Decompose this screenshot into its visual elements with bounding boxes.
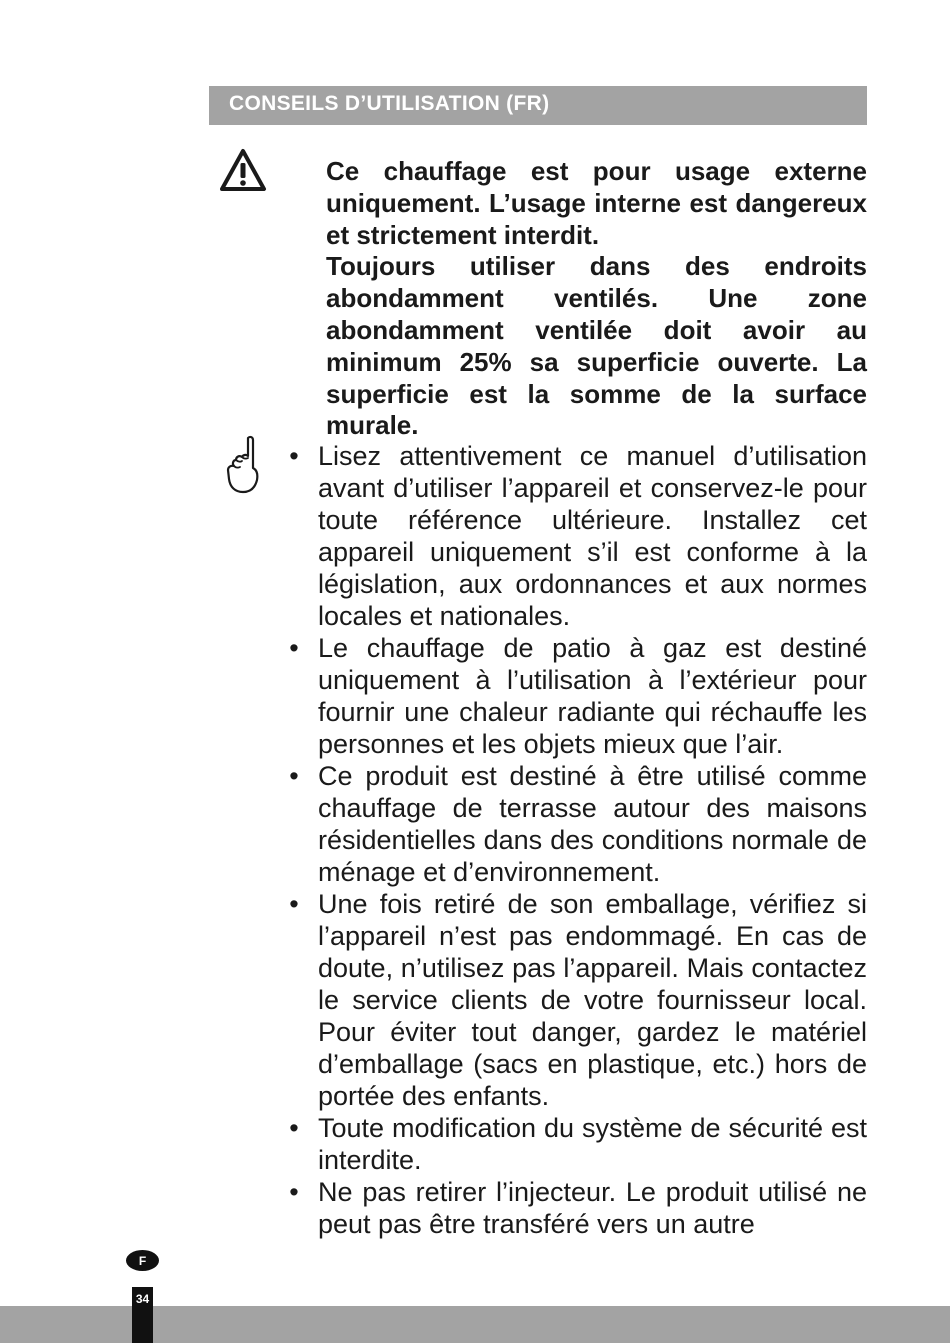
- bullet-point: •: [289, 761, 299, 791]
- list-item: [284, 888, 867, 1112]
- notes-list: [284, 440, 867, 1240]
- list-item-text: Une fois retiré de son emballage, vérifiez si l’appareil n’est pas endommagé. En cas de doute, n’utilisez pas l’appareil. Mais contactez le service clients de votre fournisseur local. Pour éviter tout danger, gardez le matériel d’emballage (sacs en plastique, etc.) hors de portée des enfants.: [318, 889, 867, 1111]
- bullet-point: •: [289, 1113, 299, 1143]
- list-item: [284, 440, 867, 632]
- pointing-hand-icon: [224, 434, 260, 496]
- section-title: CONSEILS D’UTILISATION (FR): [229, 92, 550, 115]
- bullet-point: •: [289, 633, 299, 663]
- list-item: [284, 1176, 867, 1240]
- language-badge: F: [126, 1250, 159, 1271]
- warning-triangle-icon: [219, 148, 267, 192]
- warning-block: [326, 156, 867, 442]
- list-item-text: Le chauffage de patio à gaz est destiné uniquement à l’utilisation à l’extérieur pour fournir une chaleur radiante qui réchauffe les personnes et les objets mieux que l’air.: [318, 633, 867, 759]
- list-item: [284, 760, 867, 888]
- bullet-point: •: [289, 1177, 299, 1207]
- warning-paragraph: Toujours utiliser dans des endroits abondamment ventilés. Une zone abondamment ventilée doit avoir au minimum 25% sa superficie ouverte. La superficie est la somme de la surface murale.: [326, 251, 867, 441]
- list-item-text: Ne pas retirer l’injecteur. Le produit utilisé ne peut pas être transféré vers un autre: [318, 1177, 867, 1239]
- page-number: 34: [135, 1292, 150, 1306]
- list-item-text: Lisez attentivement ce manuel d’utilisation avant d’utiliser l’appareil et conservez-le pour toute référence ultérieure. Installez cet appareil uniquement s’il est conforme à la législation, aux ordonnances et aux normes locales et nationales.: [318, 441, 867, 631]
- warning-paragraph: Ce chauffage est pour usage externe uniquement. L’usage interne est dangereux et strictement interdit.: [326, 156, 867, 250]
- list-item-text: Ce produit est destiné à être utilisé comme chauffage de terrasse autour des maisons résidentielles dans des conditions normale de ménage et d’environnement.: [318, 761, 867, 887]
- section-header-bar: [209, 86, 867, 125]
- list-item-text: Toute modification du système de sécurité est interdite.: [318, 1113, 867, 1175]
- bullet-point: •: [289, 441, 299, 471]
- list-item: [284, 632, 867, 760]
- page-number-tab: [132, 1287, 153, 1343]
- list-item: [284, 1112, 867, 1176]
- bullet-point: •: [289, 889, 299, 919]
